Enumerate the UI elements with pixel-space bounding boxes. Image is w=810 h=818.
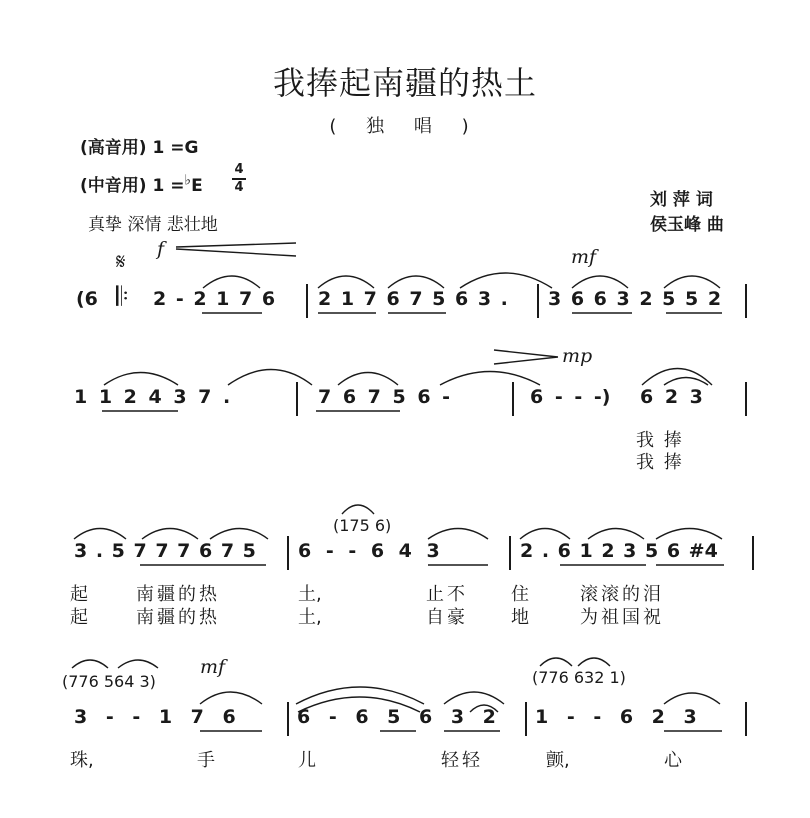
line1-measure3: 3 6 6 3 2 5 5 2 [548, 288, 722, 310]
key-mid-note: E [191, 176, 203, 196]
song-title: 我捧起南疆的热土 [272, 64, 537, 102]
lyric-v2-6: 为祖国祝 [580, 607, 664, 628]
slur [664, 693, 720, 704]
slur [470, 705, 498, 712]
time-sig-bottom: 4 [234, 180, 244, 195]
lyric-v2-1: 起 [70, 607, 88, 628]
line3-measure3: 2 . 6 1 2 3 5 6 #4 [520, 540, 718, 562]
slur [104, 373, 178, 386]
line1-measure1: 2 - 2 1 7 6 [153, 288, 276, 310]
key-mid-prefix: (中音用) 1 = [80, 176, 185, 196]
line2-measure2: 7 6 7 5 6 - [318, 386, 451, 408]
slur [578, 658, 610, 666]
grace-notes-2: (776 564 3) [62, 672, 156, 691]
slur [664, 378, 708, 386]
slur [296, 687, 424, 704]
line2-measure1: 1 1 2 4 3 7 . [74, 386, 231, 408]
slur [228, 370, 312, 386]
lyric-v1-4: 止不 [426, 584, 468, 605]
lyricist-credit: 刘 萍 词 [650, 190, 713, 210]
slur [210, 529, 268, 540]
slur [540, 658, 572, 666]
slur [118, 660, 158, 668]
slur [642, 369, 712, 386]
lyric-v1-2: 南疆的热 [136, 584, 220, 605]
grace-notes-3: (776 632 1) [532, 668, 626, 687]
time-sig-top: 4 [232, 162, 246, 180]
slur [440, 372, 540, 386]
slur [656, 529, 722, 540]
lyric-l4-4: 轻轻 [441, 750, 483, 771]
lyric-l4-6: 心 [664, 750, 682, 771]
lyric-v2-3: 土, [298, 607, 322, 628]
slur [428, 529, 488, 540]
performance-type: ( 独 唱 ) [329, 116, 481, 137]
composer-credit: 侯玉峰 曲 [650, 215, 724, 235]
dynamic-mf-1: mf [571, 246, 597, 268]
slur [342, 505, 374, 514]
lyric-v1-6: 滚滚的泪 [580, 584, 664, 605]
expression-marking: 真挚 深情 悲壮地 [88, 215, 218, 235]
line3-measure2: 6 - - 6 4 3 [298, 540, 440, 562]
line1-measure2: 2 1 7 6 7 5 6 3 . [318, 288, 508, 310]
slur [664, 276, 720, 288]
line4-measure2: 6 - 6 5 6 3 2 [297, 706, 496, 728]
slur [142, 529, 198, 540]
slur [460, 273, 552, 288]
line2-measure4: 6 2 3 [640, 386, 703, 408]
line4-measure3: 1 - - 6 2 3 [535, 706, 697, 728]
slur [72, 660, 108, 668]
slur [318, 276, 374, 288]
flat-icon: ♭ [184, 172, 192, 189]
slur [74, 529, 126, 540]
slur [200, 692, 262, 704]
dynamic-f: f [157, 238, 165, 260]
slur [520, 529, 570, 540]
slur [388, 276, 444, 288]
lyric-l4-2: 手 [197, 750, 215, 771]
dynamic-mf-2: mf [200, 656, 226, 678]
line2-lyric-verse2: 我 捧 [636, 452, 682, 473]
line4-measure1: 3 - - 1 7 6 [74, 706, 236, 728]
lyric-v1-1: 起 [70, 584, 88, 605]
decrescendo-hairpin-2 [494, 350, 558, 364]
lyric-v1-3: 土, [298, 584, 322, 605]
slur [338, 373, 398, 386]
lyric-v2-2: 南疆的热 [136, 607, 220, 628]
key-signature-high: (高音用) 1 =G [80, 138, 199, 158]
lyric-v2-4: 自豪 [426, 607, 468, 628]
slur [588, 529, 644, 540]
lyric-v1-5: 住 [511, 584, 529, 605]
line2-measure3: 6 - - -) [530, 386, 611, 408]
lyric-l4-5: 颤, [546, 750, 570, 771]
line3-measure1: 3 . 5 7 7 7 6 7 5 [74, 540, 256, 562]
slur [572, 276, 628, 288]
line2-lyric-verse1: 我 捧 [636, 430, 682, 451]
dynamic-mp: mp [562, 345, 593, 367]
lyric-l4-1: 珠, [70, 750, 94, 771]
lyric-l4-3: 儿 [298, 750, 316, 771]
grace-notes-1: (175 6) [333, 516, 392, 535]
slur [298, 697, 420, 712]
lyric-v2-5: 地 [511, 607, 529, 628]
slur [203, 276, 260, 288]
decrescendo-hairpin [176, 243, 296, 256]
repeat-start-icon: 𝄆 [116, 282, 129, 312]
slur [444, 692, 504, 704]
line1-lead: (6 [76, 288, 98, 310]
segno-icon: 𝄋 [116, 250, 126, 275]
